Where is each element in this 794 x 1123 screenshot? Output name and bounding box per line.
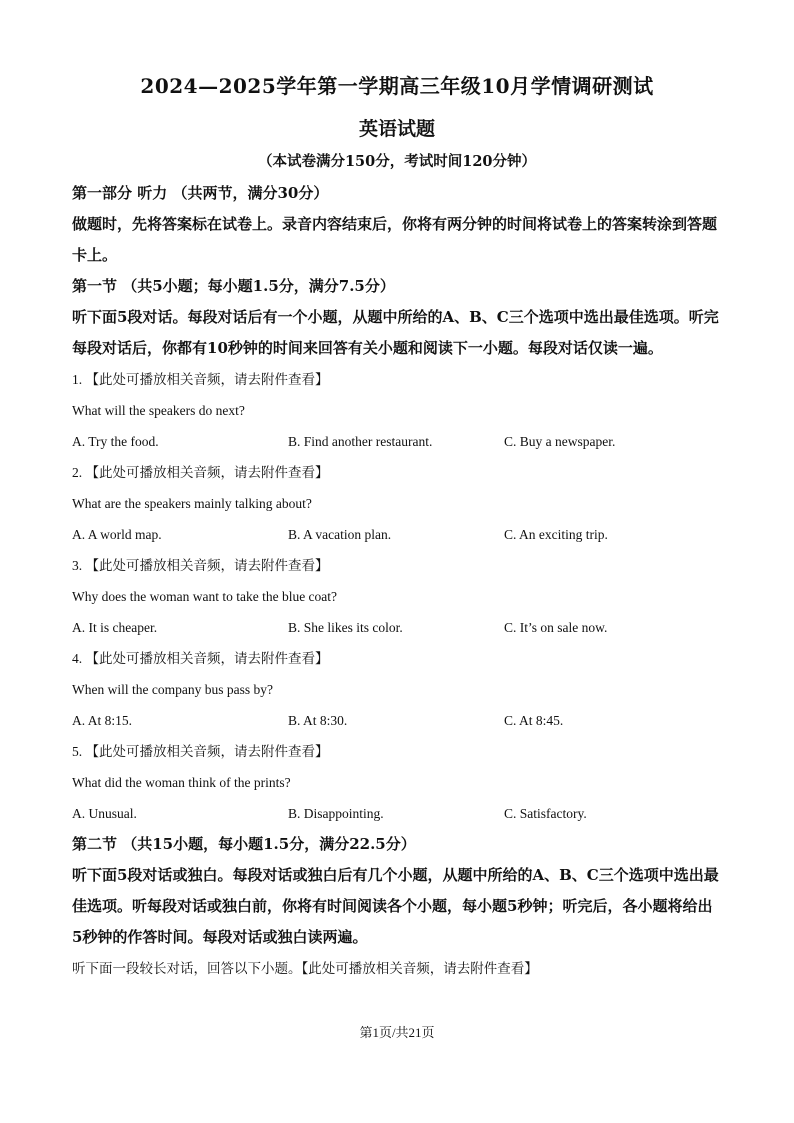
- option-a[interactable]: A. It is cheaper.: [72, 620, 158, 635]
- question-text: When will the company bus pass by?: [72, 682, 273, 697]
- section1-heading: 第一节 （共5小题；每小题1.5分，满分7.5分）: [72, 277, 395, 295]
- option-c[interactable]: C. It’s on sale now.: [504, 620, 608, 635]
- question-text: What are the speakers mainly talking about?: [72, 496, 312, 511]
- question-text: Why does the woman want to take the blue coat?: [72, 589, 338, 604]
- question-text: What did the woman think of the prints?: [72, 775, 291, 790]
- exam-title: 2024—2025学年第一学期高三年级10月学情调研测试: [140, 74, 654, 98]
- question-audio-marker[interactable]: 5. 【此处可播放相关音频，请去附件查看】: [72, 744, 329, 759]
- part1-heading: 第一部分 听力 （共两节，满分30分）: [72, 184, 329, 202]
- option-b[interactable]: B. A vacation plan.: [288, 527, 392, 542]
- option-b[interactable]: B. At 8:30.: [288, 713, 348, 728]
- exam-note: （本试卷满分150分，考试时间120分钟）: [257, 153, 537, 170]
- question-options: [72, 519, 722, 550]
- question-options: [72, 705, 722, 736]
- exam-content: [72, 178, 722, 984]
- question-audio-marker[interactable]: 4. 【此处可播放相关音频，请去附件查看】: [72, 651, 329, 666]
- option-a[interactable]: A. A world map.: [72, 527, 162, 542]
- section2-instruction: 听下面5段对话或独白。每段对话或独白后有几个小题，从题中所给的A、B、C三个选项中选出最佳选项。听每段对话或独白前，你将有时间阅读各个小题，每小题5秒钟；听完后，各小题将给出5秒钟的作答时间。每段对话或独白读两遍。: [72, 866, 719, 946]
- option-a[interactable]: A. At 8:15.: [72, 713, 133, 728]
- question-audio-marker[interactable]: 2. 【此处可播放相关音频，请去附件查看】: [72, 465, 329, 480]
- exam-subtitle: 英语试题: [358, 118, 435, 140]
- question-options: [72, 798, 722, 829]
- question-audio-marker[interactable]: 1. 【此处可播放相关音频，请去附件查看】: [72, 372, 329, 387]
- option-c[interactable]: C. Buy a newspaper.: [504, 434, 616, 449]
- section2-heading: 第二节 （共15小题，每小题1.5分，满分22.5分）: [72, 835, 416, 853]
- question-text: What will the speakers do next?: [72, 403, 245, 418]
- option-c[interactable]: C. An exciting trip.: [504, 527, 608, 542]
- question-audio-marker[interactable]: 3. 【此处可播放相关音频，请去附件查看】: [72, 558, 329, 573]
- option-b[interactable]: B. Disappointing.: [288, 806, 384, 821]
- option-b[interactable]: B. She likes its color.: [288, 620, 403, 635]
- section2-lead[interactable]: 听下面一段较长对话，回答以下小题。【此处可播放相关音频，请去附件查看】: [72, 961, 538, 976]
- option-a[interactable]: A. Try the food.: [72, 434, 159, 449]
- question-options: [72, 612, 722, 643]
- option-c[interactable]: C. At 8:45.: [504, 713, 564, 728]
- section1-instruction: 听下面5段对话。每段对话后有一个小题，从题中所给的A、B、C三个选项中选出最佳选项。听完每段对话后，你都有10秒钟的时间来回答有关小题和阅读下一小题。每段对话仅读一遍。: [72, 308, 719, 357]
- option-b[interactable]: B. Find another restaurant.: [288, 434, 433, 449]
- question-options: [72, 426, 722, 457]
- part1-instruction: 做题时，先将答案标在试卷上。录音内容结束后，你将有两分钟的时间将试卷上的答案转涂到答题卡上。: [72, 215, 718, 264]
- option-c[interactable]: C. Satisfactory.: [504, 806, 587, 821]
- option-a[interactable]: A. Unusual.: [72, 806, 137, 821]
- page-number: 第1页/共21页: [359, 1025, 435, 1040]
